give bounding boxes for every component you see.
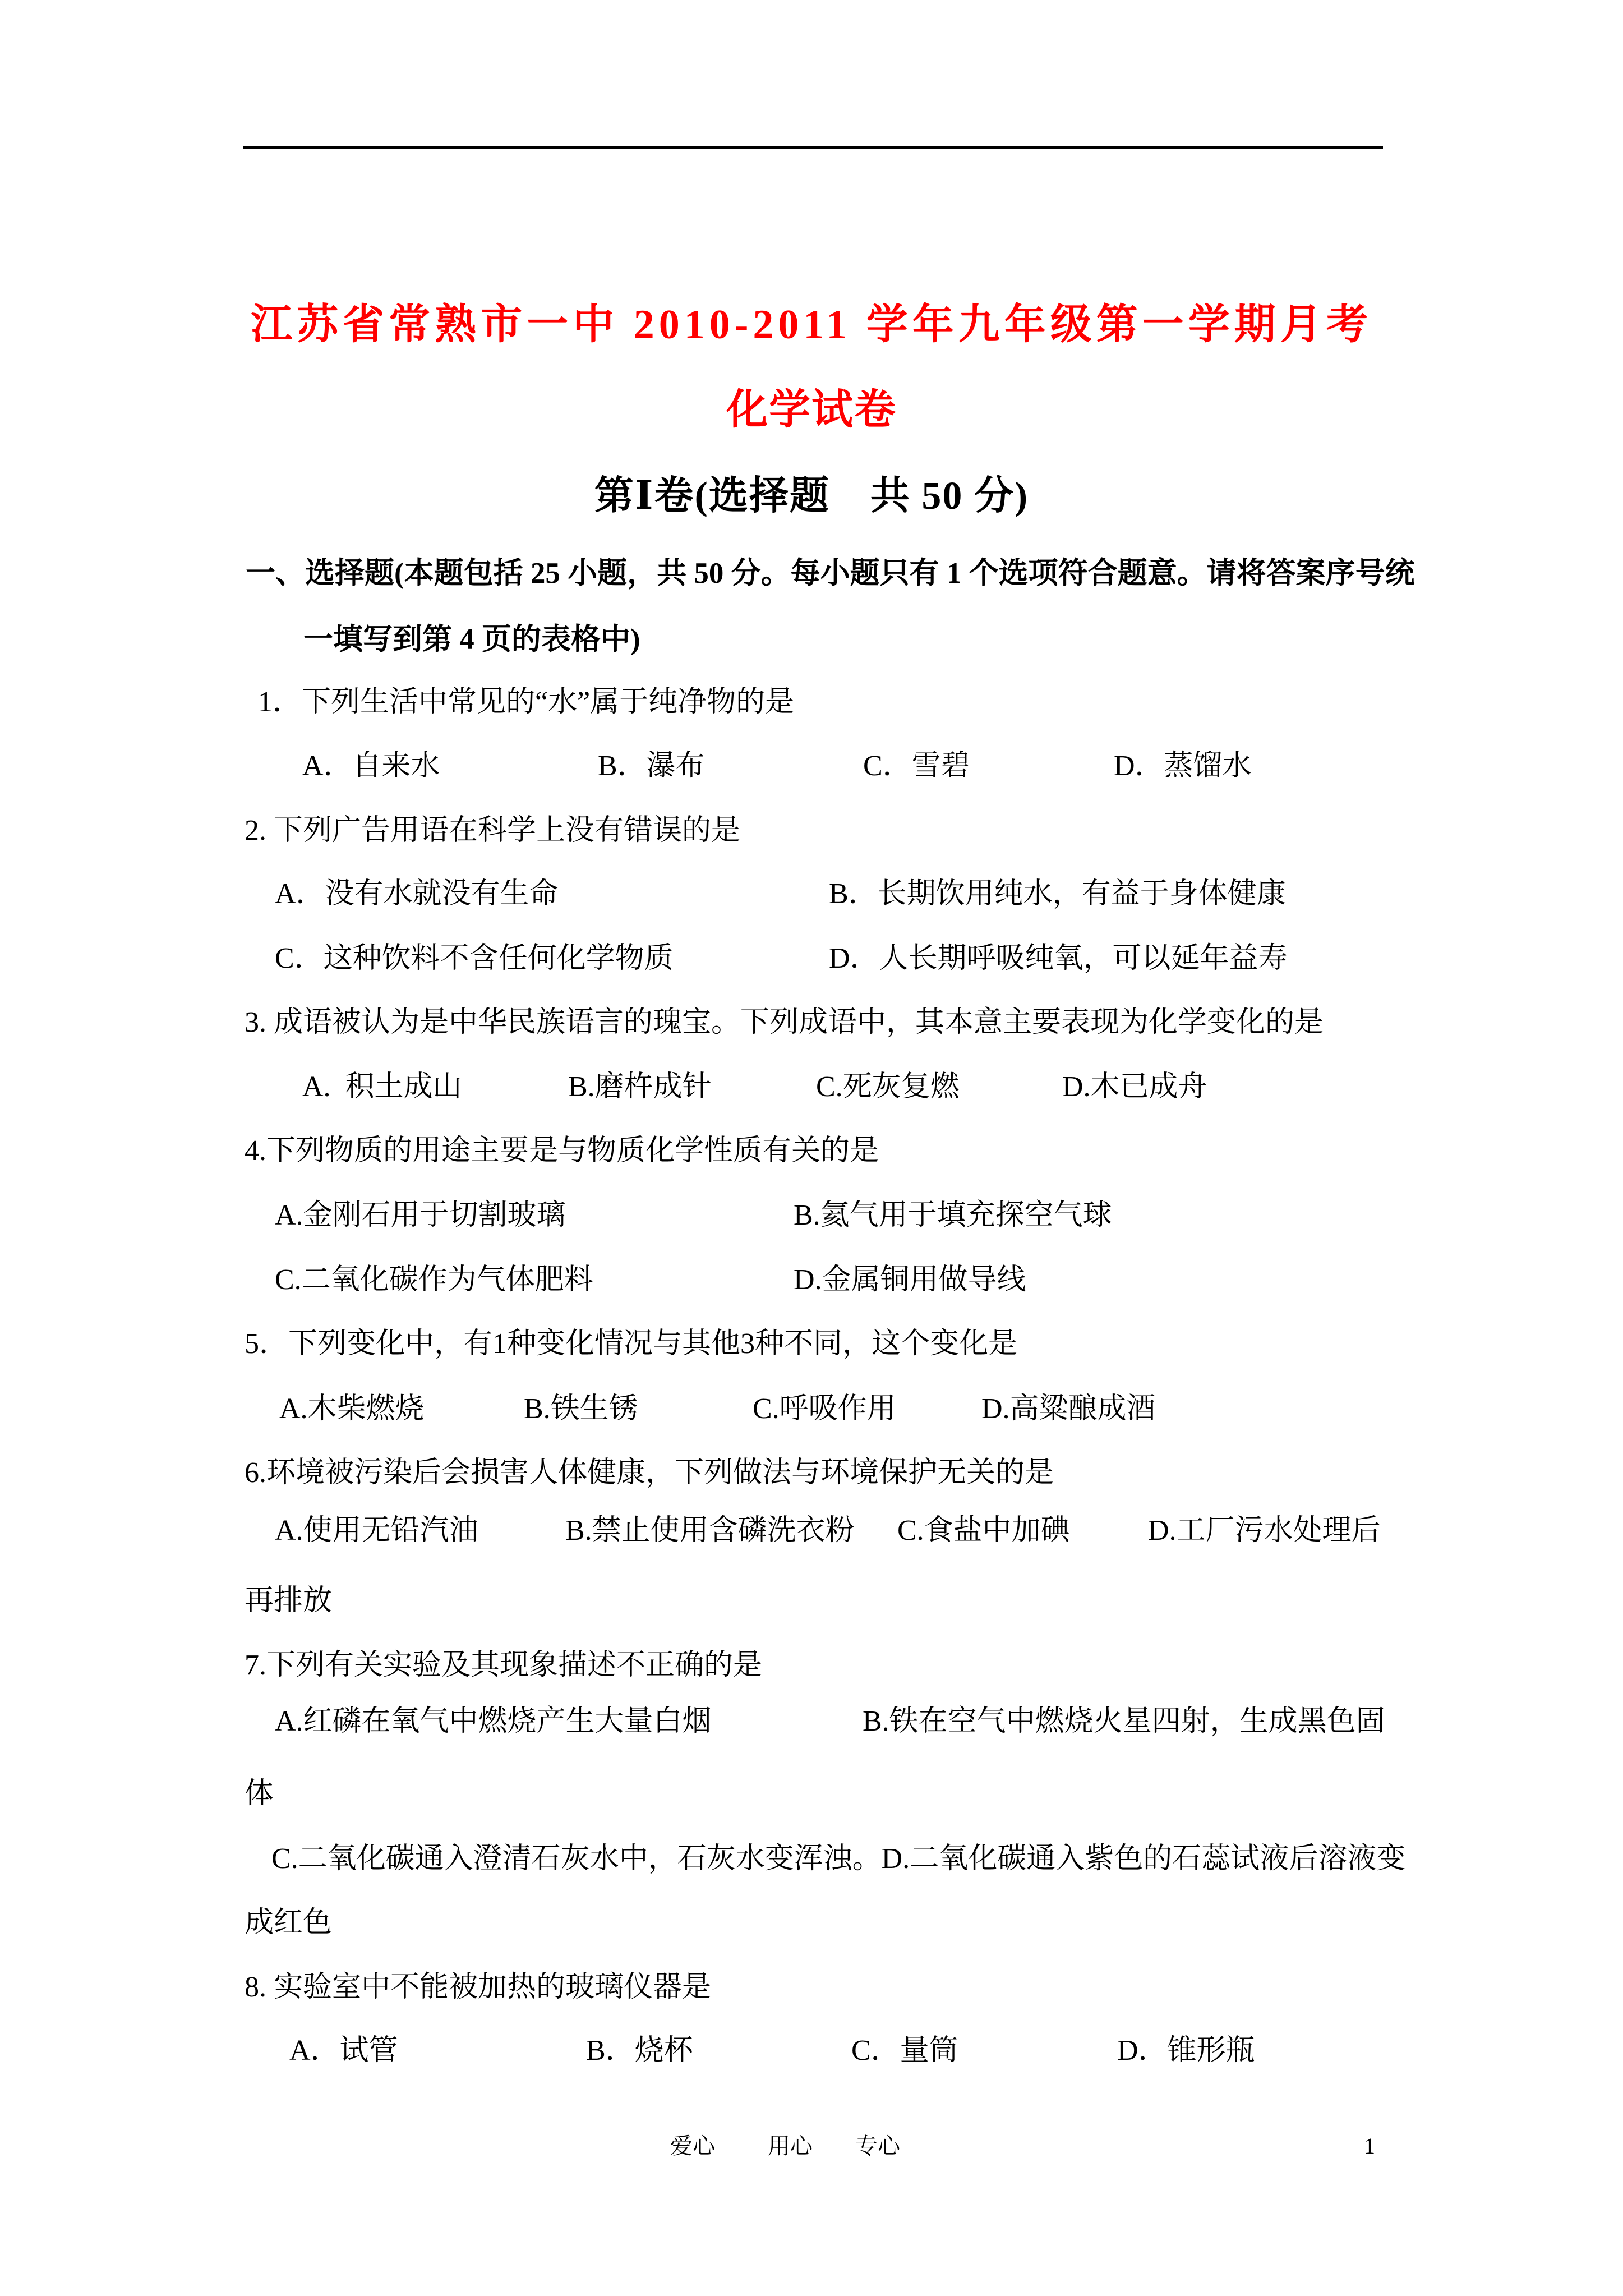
question-6-stem: 6.环境被污染后会损害人体健康，下列做法与环境保护无关的是 [245, 1457, 1054, 1489]
question-7-stem: 7.下列有关实验及其现象描述不正确的是 [245, 1649, 763, 1681]
question-3-option-d: D.木已成舟 [1062, 1071, 1207, 1103]
question-2-stem: 2. 下列广告用语在科学上没有错误的是 [245, 815, 741, 846]
question-8-option-d: D．锥形瓶 [1117, 2035, 1255, 2067]
question-4-option-b: B.氦气用于填充探空气球 [794, 1199, 1112, 1231]
question-5-option-d: D.高粱酿成酒 [981, 1393, 1156, 1425]
footer-motto-3: 专心 [855, 2133, 900, 2159]
question-3-option-a: A. 积土成山 [302, 1071, 462, 1103]
question-7-option-b: B.铁在空气中燃烧火星四射，生成黑色固 [863, 1705, 1385, 1737]
footer-motto-2: 用心 [768, 2133, 813, 2159]
question-5-stem: 5．下列变化中，有1种变化情况与其他3种不同，这个变化是 [245, 1328, 1018, 1360]
page-number: 1 [1364, 2133, 1375, 2159]
question-3-option-c: C.死灰复燃 [816, 1071, 960, 1103]
question-8-option-b: B．烧杯 [586, 2035, 693, 2067]
question-6-option-d: D.工厂污水处理后 [1148, 1515, 1381, 1547]
question-1-option-b: B．瀑布 [598, 750, 705, 782]
question-2-option-c: C．这种饮料不含任何化学物质 [275, 942, 674, 974]
volume-heading: 第Ⅰ卷(选择题 共 50 分) [594, 475, 1029, 518]
header-rule [243, 146, 1383, 149]
exam-title: 江苏省常熟市一中 2010-2011 学年九年级第一学期月考 [251, 302, 1372, 348]
question-8-option-c: C．量筒 [851, 2035, 958, 2067]
question-5-option-a: A.木柴燃烧 [279, 1393, 425, 1425]
question-8-stem: 8. 实验室中不能被加热的玻璃仪器是 [245, 1971, 712, 2003]
question-6-option-b: B.禁止使用含磷洗衣粉 [565, 1515, 855, 1547]
question-6-continuation: 再排放 [245, 1585, 333, 1617]
question-1-option-d: D．蒸馏水 [1114, 750, 1252, 782]
question-7-continuation-2: 成红色 [245, 1907, 333, 1939]
question-3-stem: 3. 成语被认为是中华民族语言的瑰宝。下列成语中，其本意主要表现为化学变化的是 [245, 1006, 1324, 1038]
question-1-option-a: A．自来水 [302, 750, 440, 782]
question-7-continuation-1: 体 [245, 1778, 274, 1810]
question-4-option-d: D.金属铜用做导线 [794, 1264, 1026, 1296]
question-6-option-a: A.使用无铅汽油 [275, 1515, 478, 1547]
question-2-option-b: B．长期饮用纯水，有益于身体健康 [829, 878, 1286, 910]
question-7-options-c-d: C.二氧化碳通入澄清石灰水中，石灰水变浑浊。D.二氧化碳通入紫色的石蕊试液后溶液变 [271, 1843, 1406, 1875]
question-4-option-a: A.金刚石用于切割玻璃 [275, 1199, 566, 1231]
question-3-option-b: B.磨杵成针 [568, 1071, 712, 1103]
question-6-option-c: C.食盐中加碘 [897, 1515, 1070, 1547]
question-7-option-a: A.红磷在氧气中燃烧产生大量白烟 [275, 1705, 712, 1737]
question-5-option-b: B.铁生锈 [524, 1393, 638, 1425]
question-4-stem: 4.下列物质的用途主要是与物质化学性质有关的是 [245, 1135, 879, 1167]
question-1-option-c: C．雪碧 [863, 750, 970, 782]
question-2-option-a: A．没有水就没有生命 [275, 878, 559, 910]
question-2-option-d: D．人长期呼吸纯氧，可以延年益寿 [829, 942, 1288, 974]
section-heading-line1: 一、选择题(本题包括 25 小题，共 50 分。每小题只有 1 个选项符合题意。请将答案序号统 [246, 557, 1415, 590]
section-heading-line2: 一填写到第 4 页的表格中) [303, 623, 640, 656]
footer-motto-1: 爱心 [670, 2133, 715, 2159]
question-8-option-a: A．试管 [289, 2035, 398, 2067]
question-5-option-c: C.呼吸作用 [753, 1393, 896, 1425]
question-4-option-c: C.二氧化碳作为气体肥料 [275, 1264, 593, 1296]
exam-subtitle: 化学试卷 [726, 387, 897, 433]
question-1-stem: 1．下列生活中常见的“水”属于纯净物的是 [258, 686, 795, 718]
